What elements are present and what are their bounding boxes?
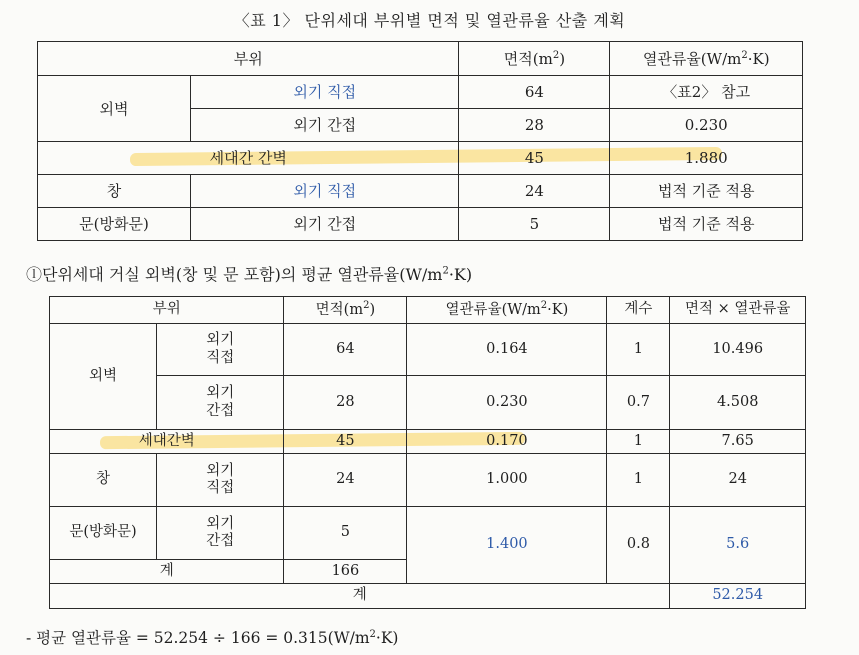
t2-u: 1.400 xyxy=(407,507,607,584)
t1-sub: 외기 간접 xyxy=(191,208,459,241)
t1-u: 법적 기준 적용 xyxy=(610,175,803,208)
t2-header-area: 면적$(m^2)$ xyxy=(284,297,407,324)
t2-sub: 외기 간접 xyxy=(157,376,284,430)
table1 xyxy=(37,41,803,241)
t1-u: 〈표2〉 참고 xyxy=(610,76,803,109)
t2-sub: 외기 직접 xyxy=(157,324,284,376)
t1-sub: 외기 직접 xyxy=(191,175,459,208)
t2-area: 5 xyxy=(284,507,407,560)
t1-group-partition: 세대간 간벽 xyxy=(38,142,459,175)
t2-total-label: 계 xyxy=(50,584,670,609)
table-row xyxy=(50,376,806,430)
average-u-formula: - 평균 열관류율 = $52.254 \div 166 = 0.315(W/m^2\cdot K)$ xyxy=(26,628,399,647)
table-row xyxy=(50,454,806,507)
t2-coef: 0.8 xyxy=(607,507,670,584)
t1-u: 1.880 xyxy=(610,142,803,175)
table2-caption: ⓛ단위세대 거실 외벽(창 및 문 포함)의 평균 열관류율$(W/m^2\cdot K)$ xyxy=(26,265,473,284)
t1-area: 64 xyxy=(459,76,610,109)
table-row xyxy=(38,142,803,175)
t2-product: 10.496 xyxy=(670,324,806,376)
t1-header-u: 열관류율$(W/m^2\cdot K)$ xyxy=(610,42,803,76)
t2-group-window: 창 xyxy=(50,454,157,507)
t2-total-product: 52.254 xyxy=(670,584,806,609)
t2-coef: 1 xyxy=(607,430,670,454)
t2-header-product: 면적 × 열관류율 xyxy=(670,297,806,324)
table-row xyxy=(38,175,803,208)
t1-group-wall: 외벽 xyxy=(38,76,191,142)
t2-product: 4.508 xyxy=(670,376,806,430)
t2-area: 24 xyxy=(284,454,407,507)
table2 xyxy=(49,296,806,609)
t1-header-area: 면적$(m^2)$ xyxy=(459,42,610,76)
t2-sub: 외기 간접 xyxy=(157,507,284,560)
table-row xyxy=(50,584,806,609)
t2-product: 24 xyxy=(670,454,806,507)
t2-coef: 1 xyxy=(607,324,670,376)
table-row xyxy=(50,324,806,376)
table-row xyxy=(50,507,806,560)
t1-group-door: 문(방화문) xyxy=(38,208,191,241)
t2-u: 1.000 xyxy=(407,454,607,507)
t1-u: 0.230 xyxy=(610,109,803,142)
t2-coef: 0.7 xyxy=(607,376,670,430)
t2-product: 7.65 xyxy=(670,430,806,454)
table1-header-row xyxy=(38,42,803,76)
t2-area: 28 xyxy=(284,376,407,430)
t2-header-u: 열관류율$(W/m^2\cdot K)$ xyxy=(407,297,607,324)
t1-area: 45 xyxy=(459,142,610,175)
table-row xyxy=(50,430,806,454)
table2-header-row xyxy=(50,297,806,324)
t2-coef: 1 xyxy=(607,454,670,507)
t1-sub: 외기 직접 xyxy=(191,76,459,109)
table1-title: 〈표 1〉 단위세대 부위별 면적 및 열관류율 산출 계획 xyxy=(233,11,626,30)
t2-group-wall: 외벽 xyxy=(50,324,157,430)
t2-area: 45 xyxy=(284,430,407,454)
t2-subtotal-label: 계 xyxy=(50,560,284,584)
t1-group-window: 창 xyxy=(38,175,191,208)
t2-group-door: 문(방화문) xyxy=(50,507,157,560)
t2-group-partition: 세대간벽 xyxy=(50,430,284,454)
t2-subtotal-area: 166 xyxy=(284,560,407,584)
t1-area: 5 xyxy=(459,208,610,241)
t2-product: 5.6 xyxy=(670,507,806,584)
t2-header-coef: 계수 xyxy=(607,297,670,324)
t2-u: 0.230 xyxy=(407,376,607,430)
t2-u: 0.170 xyxy=(407,430,607,454)
t2-sub: 외기 직접 xyxy=(157,454,284,507)
t2-u: 0.164 xyxy=(407,324,607,376)
table-row xyxy=(38,76,803,109)
table-row xyxy=(38,208,803,241)
t1-header-part: 부위 xyxy=(38,42,459,76)
t1-area: 24 xyxy=(459,175,610,208)
t2-area: 64 xyxy=(284,324,407,376)
t1-u: 법적 기준 적용 xyxy=(610,208,803,241)
t1-sub: 외기 간접 xyxy=(191,109,459,142)
t2-header-part: 부위 xyxy=(50,297,284,324)
t1-area: 28 xyxy=(459,109,610,142)
